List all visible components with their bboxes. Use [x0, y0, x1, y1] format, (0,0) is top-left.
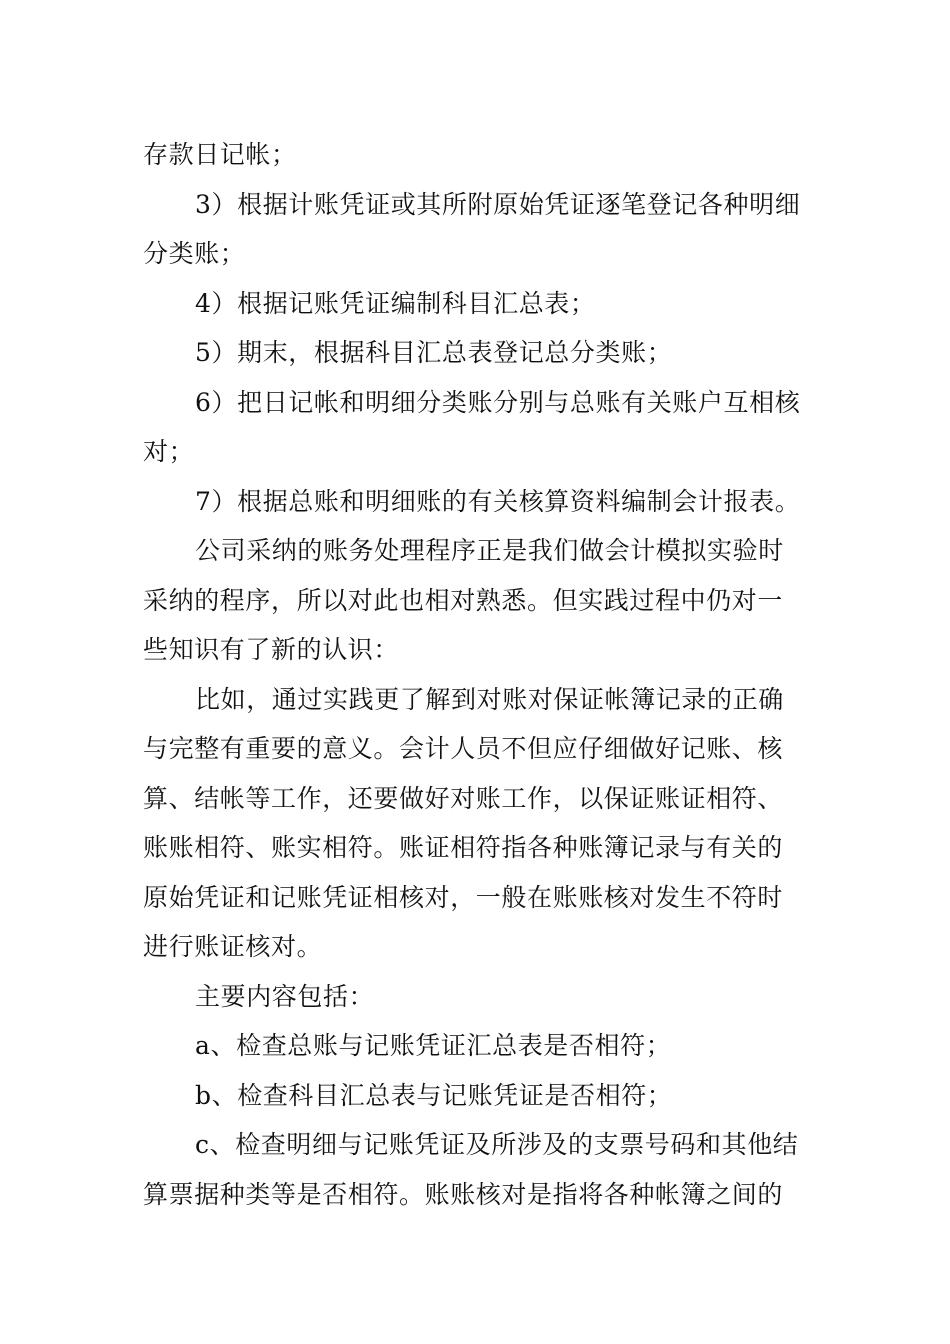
text-line: 5）期末，根据科目汇总表登记总分类账； [195, 338, 673, 367]
text-line: 对； [143, 437, 195, 466]
text-line: 算、结帐等工作，还要做好对账工作，以保证账证相符、 [143, 783, 784, 813]
text-line: 分类账； [143, 239, 246, 268]
text-line: 4）根据记账凭证编制科目汇总表； [195, 288, 596, 318]
text-line: 采纳的程序，所以对此也相对熟悉。但实践过程中仍对一 [143, 585, 784, 615]
text-line: a、检查总账与记账凭证汇总表是否相符； [195, 1031, 672, 1060]
text-line: 进行账证核对。 [143, 932, 323, 961]
text-line: c、检查明细与记账凭证及所涉及的支票号码和其他结 [195, 1130, 799, 1159]
text-line: b、检查科目汇总表与记账凭证是否相符； [195, 1080, 673, 1110]
text-line: 比如，通过实践更了解到对账对保证帐簿记录的正确 [195, 684, 784, 714]
text-line: 6）把日记帐和明细分类账分别与总账有关账户互相核 [195, 387, 801, 417]
text-line: 主要内容包括： [195, 981, 375, 1011]
text-line: 与完整有重要的意义。会计人员不但应仔细做好记账、核 [143, 734, 784, 763]
text-line: 7）根据总账和明细账的有关核算资料编制会计报表。 [195, 486, 801, 516]
text-line: 些知识有了新的认识： [143, 635, 400, 664]
text-line: 账账相符、账实相符。账证相符指各种账簿记录与有关的 [143, 833, 784, 862]
text-line: 存款日记帐； [143, 140, 297, 169]
text-line: 原始凭证和记账凭证相核对，一般在账账核对发生不符时 [143, 882, 784, 912]
document-body [143, 130, 813, 1219]
text-line: 算票据种类等是否相符。账账核对是指将各种帐簿之间的 [143, 1179, 784, 1209]
text-line: 3）根据计账凭证或其所附原始凭证逐笔登记各种明细 [195, 189, 801, 219]
text-line: 公司采纳的账务处理程序正是我们做会计模拟实验时 [195, 536, 784, 565]
